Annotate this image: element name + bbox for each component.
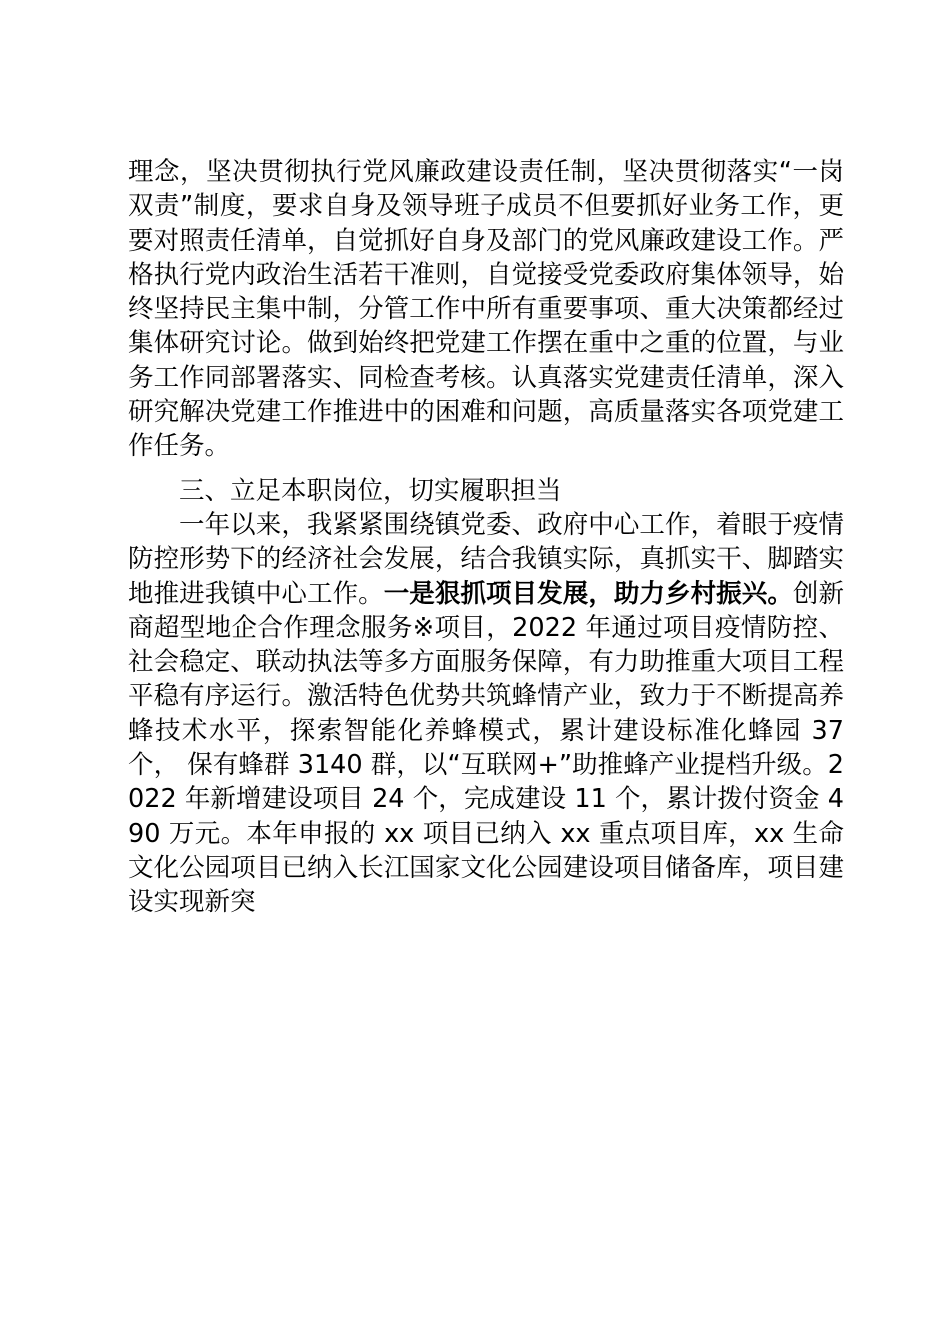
body-paragraph-1: 理念，坚决贯彻执行党风廉政建设责任制，坚决贯彻落实“一岗 双责”制度，要求自身及领导班子成员不但要抓好业务工作，更 要对照责任清单，自觉抓好自身及部门的党风廉政建设工作。严格执行党内政治生活若干准则，自觉接受党委政府集体领导，始终坚持民主集中制，分管工作中所有重要事项、重大决策都经过集体研究讨论。做到始终把党建工作摆在重中之重的位置，与业务工作同部署落实、同检查考核。认真落实党建责任清单，深入研究解决党建工作推进中的困难和问题，高质量落实各项党建工作任务。 xyxy=(128,157,844,462)
paragraph-2-body: 创新商超型地企合作理念服务※项目，2022 年通过项目疫情防控、社会稳定、联动执法等多方面服务保障，有力助推重大项目工程平稳有序运行。激活特色优势共筑蜂情产业，致力于不断提高养蜂技术水平，探索智能化养蜂模式，累计建设标准化蜂园 37 个， 保有蜂群 3140 群，以“互联网+”助推蜂产业提档升级。2022 年新增建设项目 24 个，完成建设 11 个，累计拨付资金 490 万元。本年申报的 xx 项目已纳入 xx 重点项目库，xx 生命文化公园项目已纳入长江国家文化公园建设项目储备库，项目建设实现新突 xyxy=(128,578,844,918)
paragraph-2-bold-lead: 一是狠抓项目发展，助力乡村振兴。 xyxy=(383,578,793,609)
paragraph-2-intro: 一年以来，我紧紧围绕镇党委、政府中心工作，着眼于疫情防控形势下的经济社会发展，结合我镇实际，真抓实干、脚踏实地推进我镇中心工作。 xyxy=(128,509,844,609)
body-paragraph-2 xyxy=(128,508,844,920)
section-heading-3: 三、立足本职岗位，切实履职担当 xyxy=(179,475,562,506)
document-page xyxy=(128,155,844,920)
